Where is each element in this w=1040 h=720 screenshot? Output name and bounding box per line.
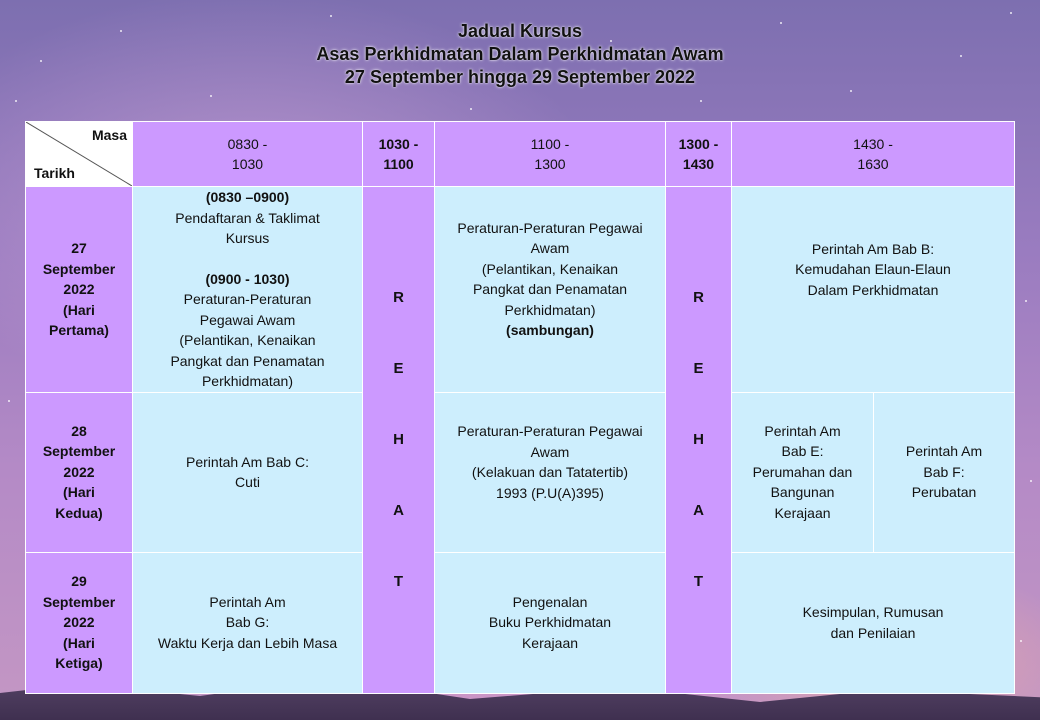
- title-line-2: Asas Perkhidmatan Dalam Perkhidmatan Awam: [316, 44, 724, 64]
- day-3-date: 29 September 2022 (Hari Ketiga): [26, 552, 133, 693]
- day-row-3: [26, 552, 1015, 693]
- day-3-session-3: Kesimpulan, Rumusan dan Penilaian: [732, 552, 1015, 693]
- day-2-session-2: Peraturan-Peraturan Pegawai Awam (Kelakuan dan Tatatertib) 1993 (P.U(A)395): [435, 392, 666, 552]
- day-2-session-1: Perintah Am Bab C: Cuti: [133, 392, 363, 552]
- day-2-session-3b: Perintah Am Bab F: Perubatan: [874, 392, 1015, 552]
- day-1-session-2: Peraturan-Peraturan Pegawai Awam (Pelantikan, Kenaikan Pangkat dan Penamatan Perkhidmatan) (sambungan): [435, 187, 666, 393]
- day-row-2: [26, 392, 1015, 552]
- day-3-session-2: Pengenalan Buku Perkhidmatan Kerajaan: [435, 552, 666, 693]
- corner-date-label: Tarikh: [34, 164, 75, 181]
- break-column-2: R E H A T: [666, 187, 732, 694]
- page-title: [0, 20, 1040, 89]
- slot-header-1: 0830 - 1030: [133, 122, 363, 187]
- title-line-1: Jadual Kursus: [457, 21, 583, 41]
- header-row: [26, 122, 1015, 187]
- day-1-session-3: Perintah Am Bab B: Kemudahan Elaun-Elaun Dalam Perkhidmatan: [732, 187, 1015, 393]
- day-2-session-3a: Perintah Am Bab E: Perumahan dan Bangunan Kerajaan: [732, 392, 874, 552]
- day-3-session-1: Perintah Am Bab G: Waktu Kerja dan Lebih Masa: [133, 552, 363, 693]
- corner-time-label: Masa: [91, 127, 127, 143]
- schedule-table: [25, 121, 1015, 694]
- slot-header-4: 1300 - 1430: [666, 122, 732, 187]
- slot-header-5: 1430 - 1630: [732, 122, 1015, 187]
- day-1-date: 27 September 2022 (Hari Pertama): [26, 187, 133, 393]
- break-column-1: R E H A T: [363, 187, 435, 694]
- day-2-date: 28 September 2022 (Hari Kedua): [26, 392, 133, 552]
- day-row-1: [26, 187, 1015, 393]
- day-1-session-1: (0830 –0900) Pendaftaran & Taklimat Kursus (0900 - 1030) Peraturan-Peraturan Pegawai Awam (Pelantikan, Kenaikan Pangkat dan Penamatan Perkhidmatan): [133, 187, 363, 393]
- corner-cell: [26, 122, 133, 187]
- slot-header-2: 1030 - 1100: [363, 122, 435, 187]
- title-line-3: 27 September hingga 29 September 2022: [344, 67, 696, 87]
- slot-header-3: 1100 - 1300: [435, 122, 666, 187]
